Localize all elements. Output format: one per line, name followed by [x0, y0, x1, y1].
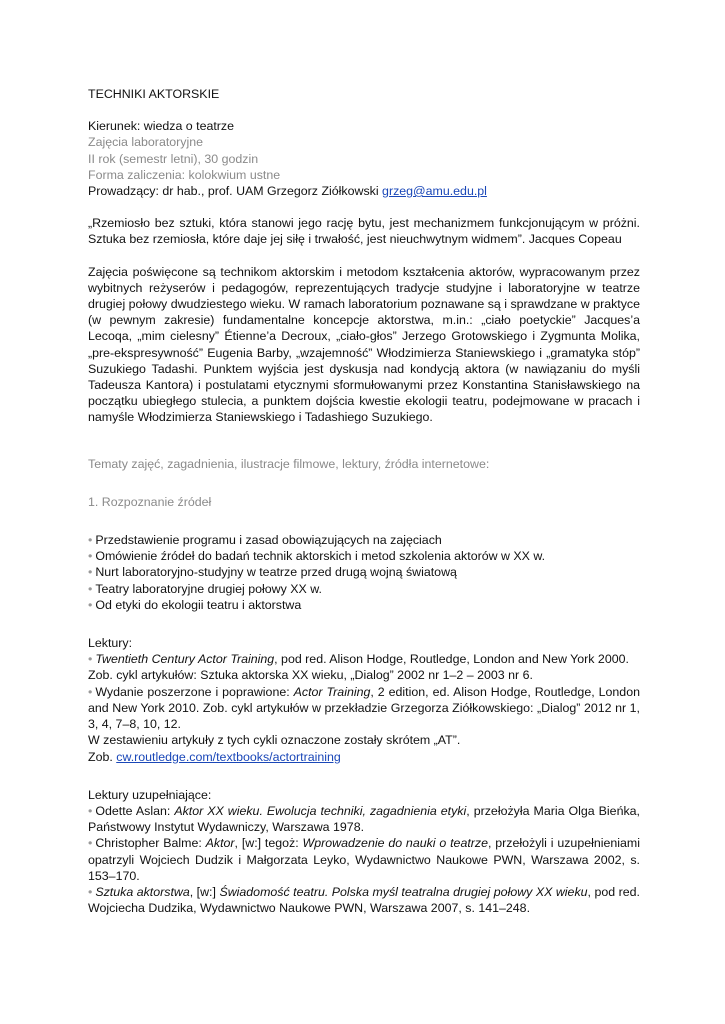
email-link[interactable]: grzeg@amu.edu.pl [382, 184, 487, 199]
bullet-icon: • [88, 803, 93, 818]
field-rok: II rok (semestr letni), 30 godzin [88, 151, 259, 166]
readings-heading: Lektury: [88, 636, 133, 651]
bullet-icon: • [88, 533, 93, 548]
field-prowadzacy [88, 183, 640, 199]
reading-item: • Sztuka aktorstwa, [w:] Świadomość teatru. Polska myśl teatralna drugiej połowy XX wieku, pod red. Wojciecha Dudzika, Wydawnictwo Naukowe PWN, Warszawa 2007, s. 141–248. [88, 884, 640, 916]
supplementary-heading: Lektury uzupełniające: [88, 787, 212, 802]
course-description: Zajęcia poświęcone są technikom aktorskim i metodom kształcenia aktorów, wypracowanym przez wybitnych reżyserów i pedagogów, reprezentujących tradycje studyjne i laboratoryjne w teatrze drugiej połowy dwudziestego wieku. W ramach laboratorium poznawane są i sprawdzane w praktyce (w pewnym zakresie) fundamentalne koncepcje aktorstwa, m.in.: „ciało poetyckie” Jacques’a Lecoqa, „mim cielesny” Étienne’a Decroux, „ciało-głos” Jerzego Grotowskiego i Zygmunta Molika, „pre-ekspresywność” Eugenia Barby, „wzajemność” Włodzimierza Staniewskiego i „gramatyka stóp” Suzukiego Tadashi. Punktem wyjścia jest dyskusja nad kondycją aktora (w nawiązaniu do myśli Tadeusza Kantora) i postulatami etycznymi sformułowanymi przez Konstantina Stanisławskiego na początku ubiegłego stulecia, a punktem dojścia kwestie ekologii teatru, podejmowane w pracach i namyśle Włodzimierza Staniewskiego i Tadashiego Suzukiego. [88, 264, 640, 425]
supplementary-readings [88, 787, 640, 917]
list-item: • Przedstawienie programu i zasad obowiązujących na zajęciach [88, 533, 442, 548]
field-zaliczenie: Forma zaliczenia: kolokwium ustne [88, 167, 281, 182]
document-title: TECHNIKI AKTORSKIE [88, 87, 220, 101]
list-item: • Omówienie źródeł do badań technik aktorskich i metod szkolenia aktorów w XX w. [88, 549, 546, 564]
reading-note: Zob. cykl artykułów: Sztuka aktorska XX wieku, „Dialog” 2002 nr 1–2 – 2003 nr 6. [88, 668, 533, 683]
section1-heading: 1. Rozpoznanie źródeł [88, 494, 212, 509]
reading-item: • Christopher Balme: Aktor, [w:] tegoż: Wprowadzenie do nauki o teatrze, przełożyli i uzupełnieniami opatrzyli Wojciech Dudzik i Małgorzata Leyko, Wydawnictwo Naukowe PWN, Warszawa 2002, s. 153–170. [88, 836, 640, 883]
field-typ: Zajęcia laboratoryjne [88, 135, 204, 150]
bullet-icon: • [88, 549, 93, 564]
reading-item: • Wydanie poszerzone i poprawione: Actor Training, 2 edition, ed. Alison Hodge, Routledge, London and New York 2010. Zob. cykl artykułów w przekładzie Grzegorza Ziółkowskiego: „Dialog” 2012 nr 1, 3, 4, 7–8, 10, 12. [88, 684, 640, 732]
list-item: • Od etyki do ekologii teatru i aktorstwa [88, 597, 302, 612]
bullet-icon: • [88, 597, 93, 612]
prowadzacy-text: Prowadzący: dr hab., prof. UAM Grzegorz Ziółkowski [88, 184, 379, 199]
reading-item: • Odette Aslan: Aktor XX wieku. Ewolucja techniki, zagadnienia etyki, przełożyła Maria Olga Bieńka, Państwowy Instytut Wydawniczy, Warszawa 1978. [88, 803, 640, 835]
copeau-quote: „Rzemiosło bez sztuki, która stanowi jego rację bytu, jest mechanizmem funkcjonującym w próżni. Sztuka bez rzemiosła, które daje jej siłę i trwałość, jest nieuchwytnym widmem”. Jacques Copeau [88, 216, 640, 247]
reading-item: • Twentieth Century Actor Training, pod red. Alison Hodge, Routledge, London and New York 2000. [88, 652, 629, 667]
list-item: • Nurt laboratoryjno-studyjny w teatrze przed drugą wojną światową [88, 565, 457, 580]
topics-heading: Tematy zajęć, zagadnienia, ilustracje filmowe, lektury, źródła internetowe: [88, 456, 490, 471]
reading-link-line: Zob. cw.routledge.com/textbooks/actortraining [88, 749, 341, 764]
bullet-icon: • [88, 565, 93, 580]
bullet-icon: • [88, 884, 93, 899]
bullet-icon: • [88, 836, 93, 851]
field-kierunek: Kierunek: wiedza o teatrze [88, 119, 235, 134]
reading-note: W zestawieniu artykuły z tych cykli oznaczone zostały skrótem „AT”. [88, 733, 461, 748]
bullet-icon: • [88, 684, 93, 699]
readings-section [88, 635, 640, 765]
section1-list [88, 532, 640, 613]
list-item: • Teatry laboratoryjne drugiej połowy XX w. [88, 581, 322, 596]
bullet-icon: • [88, 652, 93, 667]
routledge-link[interactable]: cw.routledge.com/textbooks/actortraining [116, 749, 341, 764]
bullet-icon: • [88, 581, 93, 596]
